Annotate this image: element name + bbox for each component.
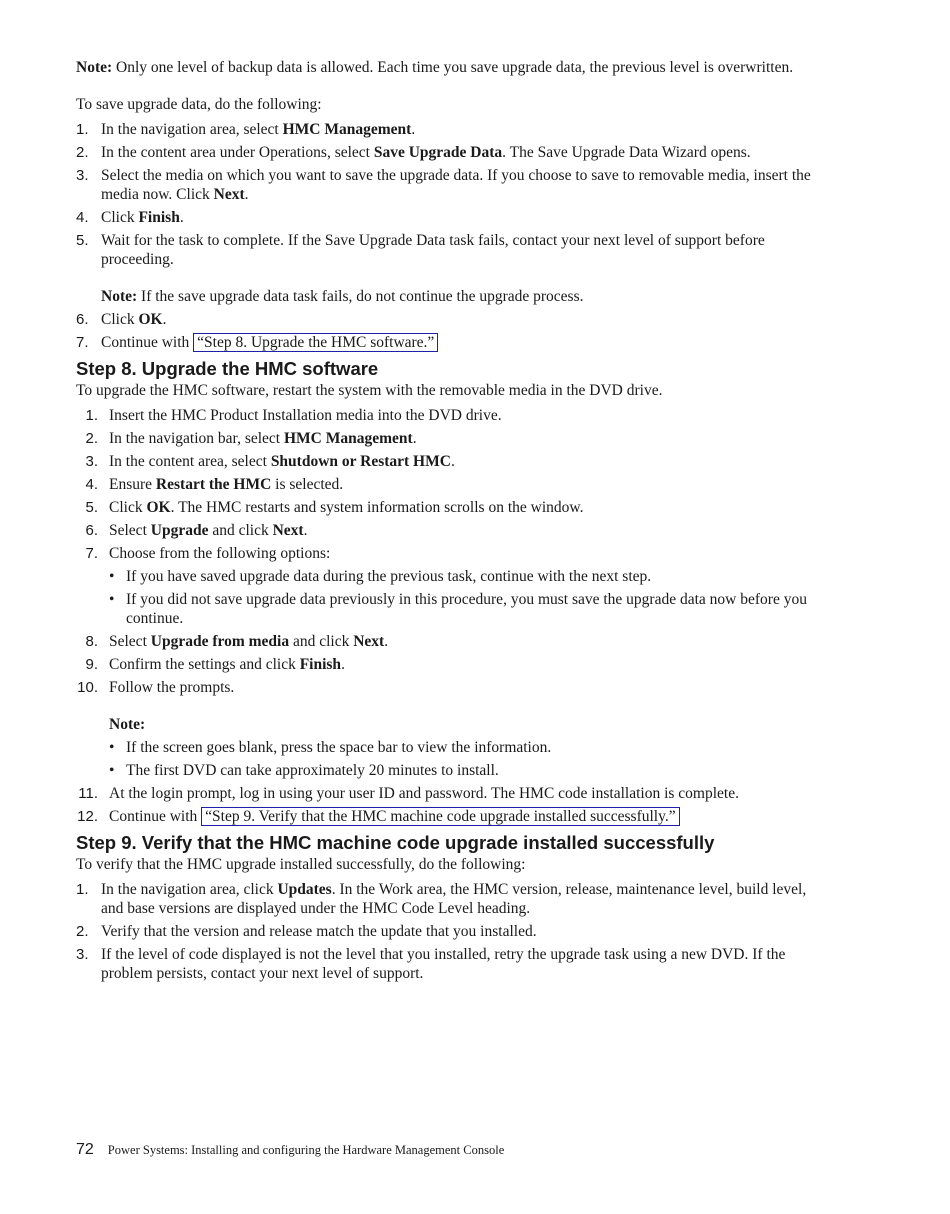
step-text (109, 475, 826, 494)
step-number: 4. (85, 476, 98, 493)
page-number: 72 (76, 1141, 94, 1158)
step-text-part: In the content area under Operations, select (101, 144, 374, 161)
step-number: 1. (85, 407, 98, 424)
step-text-part: . (341, 656, 345, 673)
step-text-part: Continue with (109, 808, 202, 825)
step-text-part: . (411, 121, 416, 138)
step-text-part: If the level of code displayed is not the level that you installed, retry the upgrade task using a new DVD. If the problem persists, contact your next level of support. (101, 946, 786, 982)
list-item (76, 166, 826, 204)
step-text (101, 143, 826, 162)
step-text-part: Confirm the settings and click (109, 656, 300, 673)
step-bold-term: Save Upgrade Data (373, 144, 503, 161)
cross-reference-link[interactable]: “Step 8. Upgrade the HMC software.” (193, 333, 438, 352)
step8-intro: To upgrade the HMC software, restart the system with the removable media in the DVD drive. (76, 382, 663, 399)
list-item (76, 922, 826, 941)
step-note (109, 715, 826, 734)
list-item (76, 655, 826, 674)
step-text-part: . In the Work area, the HMC version, release, maintenance level, build level, and base versions are displayed under the HMC Code Level heading. (101, 881, 807, 917)
step-text-part: Select (109, 522, 151, 539)
step-bold-term: Updates (277, 881, 332, 898)
list-item (76, 452, 826, 471)
list-item (76, 880, 826, 918)
step-number: 8. (85, 633, 98, 650)
step9-section (76, 832, 826, 983)
top-note (76, 58, 826, 77)
option-text: If you have saved upgrade data during the previous task, continue with the next step. (126, 568, 652, 585)
list-item (76, 521, 826, 540)
step-bold-term: Restart the HMC (155, 476, 272, 493)
list-item (76, 143, 826, 162)
step-text-part: In the navigation area, click (101, 881, 278, 898)
step-number: 1. (76, 121, 89, 138)
note-label: Note: (109, 716, 146, 733)
step-bold-term: Finish (138, 209, 180, 226)
step-number: 2. (85, 430, 98, 447)
step-text-part: Select the media on which you want to save the upgrade data. If you choose to save to removable media, insert the media now. Click (101, 167, 811, 203)
step-text-part: Insert the HMC Product Installation media into the DVD drive. (109, 407, 502, 424)
step-text-part: . (450, 453, 455, 470)
step-number: 4. (76, 209, 89, 226)
bullet-icon: • (109, 568, 115, 585)
step-text (109, 544, 826, 628)
step-number: 5. (85, 499, 98, 516)
note-label: Note: (76, 59, 113, 76)
step-text (109, 655, 826, 674)
step-text (101, 945, 826, 983)
step-bold-term: OK (146, 499, 171, 516)
step-note (101, 287, 826, 306)
document-body (76, 58, 826, 987)
step-text (101, 333, 826, 352)
step-number: 3. (85, 453, 98, 470)
note-label: Note: (101, 288, 138, 305)
step9-steps-list (76, 880, 826, 983)
step-text-part: . The HMC restarts and system information scrolls on the window. (170, 499, 584, 516)
step-text-part: Wait for the task to complete. If the Save Upgrade Data task fails, contact your next level of support before proceeding. (101, 232, 765, 268)
option-item (109, 590, 826, 628)
step-text-part: . (244, 186, 249, 203)
step-text (101, 208, 826, 227)
step8-steps-list (76, 406, 826, 826)
step-text-part: . The Save Upgrade Data Wizard opens. (502, 144, 751, 161)
list-item (76, 498, 826, 517)
list-item (76, 632, 826, 651)
bullet-icon: • (109, 591, 115, 608)
step-text-part: and click (208, 522, 273, 539)
step-bold-term: OK (138, 311, 163, 328)
step-text-part: and click (289, 633, 354, 650)
step9-heading: Step 9. Verify that the HMC machine code upgrade installed successfully (76, 832, 715, 853)
step-text-part: . (384, 633, 389, 650)
note-item (109, 761, 826, 780)
step-text-part: Click (109, 499, 147, 516)
step-text-part: Choose from the following options: (109, 545, 331, 562)
step-number: 10. (77, 679, 98, 696)
step-text (109, 429, 826, 448)
step-text (109, 406, 826, 425)
page-footer (76, 1141, 504, 1159)
step-text (109, 632, 826, 651)
step-text (109, 521, 826, 540)
step-number: 5. (76, 232, 89, 249)
list-item (76, 120, 826, 139)
step-text-part: Select (109, 633, 151, 650)
step8-heading: Step 8. Upgrade the HMC software (76, 358, 379, 379)
cross-reference-link[interactable]: “Step 9. Verify that the HMC machine code upgrade installed successfully.” (201, 807, 679, 826)
step-text-part: is selected. (271, 476, 344, 493)
step-text-part: . (162, 311, 167, 328)
step-number: 1. (76, 881, 89, 898)
step-bold-term: Next (272, 522, 304, 539)
step-number: 3. (76, 946, 89, 963)
list-item (76, 310, 826, 329)
note-item-text: If the screen goes blank, press the space bar to view the information. (126, 739, 552, 756)
step-text (101, 310, 826, 329)
bullet-icon: • (109, 762, 115, 779)
step-number: 6. (85, 522, 98, 539)
step-text (101, 922, 826, 941)
step-number: 9. (85, 656, 98, 673)
step-number: 2. (76, 144, 89, 161)
step-text-part: Continue with (101, 334, 194, 351)
step-bold-term: HMC Management (283, 430, 413, 447)
save-steps-list (76, 120, 826, 352)
step-number: 7. (76, 334, 89, 351)
list-item (76, 678, 826, 780)
step-bold-term: HMC Management (282, 121, 412, 138)
step-text (101, 166, 826, 204)
list-item (76, 807, 826, 826)
option-item (109, 567, 826, 586)
step-text-part: . (179, 209, 184, 226)
step-text (101, 120, 826, 139)
footer-title: Power Systems: Installing and configuring the Hardware Management Console (107, 1143, 505, 1157)
step-text-part: In the navigation area, select (101, 121, 283, 138)
bullet-icon: • (109, 739, 115, 756)
step-text-part: . (412, 430, 417, 447)
step9-intro: To verify that the HMC upgrade installed successfully, do the following: (76, 856, 526, 873)
list-item (76, 406, 826, 425)
note-text: Only one level of backup data is allowed. Each time you save upgrade data, the previous level is overwritten. (116, 59, 794, 76)
step-bold-term: Finish (299, 656, 342, 673)
step-text (101, 880, 826, 918)
step-text-part: In the navigation bar, select (109, 430, 284, 447)
step-text (109, 452, 826, 471)
list-item (76, 429, 826, 448)
step-number: 7. (85, 545, 98, 562)
list-item (76, 544, 826, 628)
step-text (109, 784, 826, 803)
list-item (76, 208, 826, 227)
step-number: 2. (76, 923, 89, 940)
list-item (76, 945, 826, 983)
step-number: 3. (76, 167, 89, 184)
step-bold-term: Upgrade (150, 522, 209, 539)
step-number: 12. (77, 808, 98, 825)
step-text-part: Follow the prompts. (109, 679, 235, 696)
list-item (76, 475, 826, 494)
step-text-part: At the login prompt, log in using your user ID and password. The HMC code installation is complete. (109, 785, 739, 802)
note-item (109, 738, 826, 757)
save-intro: To save upgrade data, do the following: (76, 96, 322, 113)
step-text-part: . (303, 522, 308, 539)
step-number: 11. (78, 785, 98, 802)
list-item (76, 231, 826, 306)
step-text (109, 807, 826, 826)
step-text-part: Ensure (109, 476, 156, 493)
step-text (109, 678, 826, 780)
step-bold-term: Shutdown or Restart HMC (270, 453, 451, 470)
option-list (109, 567, 826, 628)
step-bold-term: Next (213, 186, 245, 203)
step-number: 6. (76, 311, 89, 328)
note-text: If the save upgrade data task fails, do not continue the upgrade process. (141, 288, 584, 305)
note-item-text: The first DVD can take approximately 20 minutes to install. (126, 762, 499, 779)
step8-section (76, 358, 826, 826)
list-item (76, 784, 826, 803)
step-text (101, 231, 826, 306)
step-text-part: Verify that the version and release match the update that you installed. (101, 923, 537, 940)
step-bold-term: Upgrade from media (150, 633, 290, 650)
step-text-part: In the content area, select (109, 453, 271, 470)
step-bold-term: Next (353, 633, 385, 650)
step-text (109, 498, 826, 517)
list-item (76, 333, 826, 352)
step-text-part: Click (101, 311, 139, 328)
step-text-part: Click (101, 209, 139, 226)
option-text: If you did not save upgrade data previously in this procedure, you must save the upgrade data now before you continue. (126, 591, 807, 627)
